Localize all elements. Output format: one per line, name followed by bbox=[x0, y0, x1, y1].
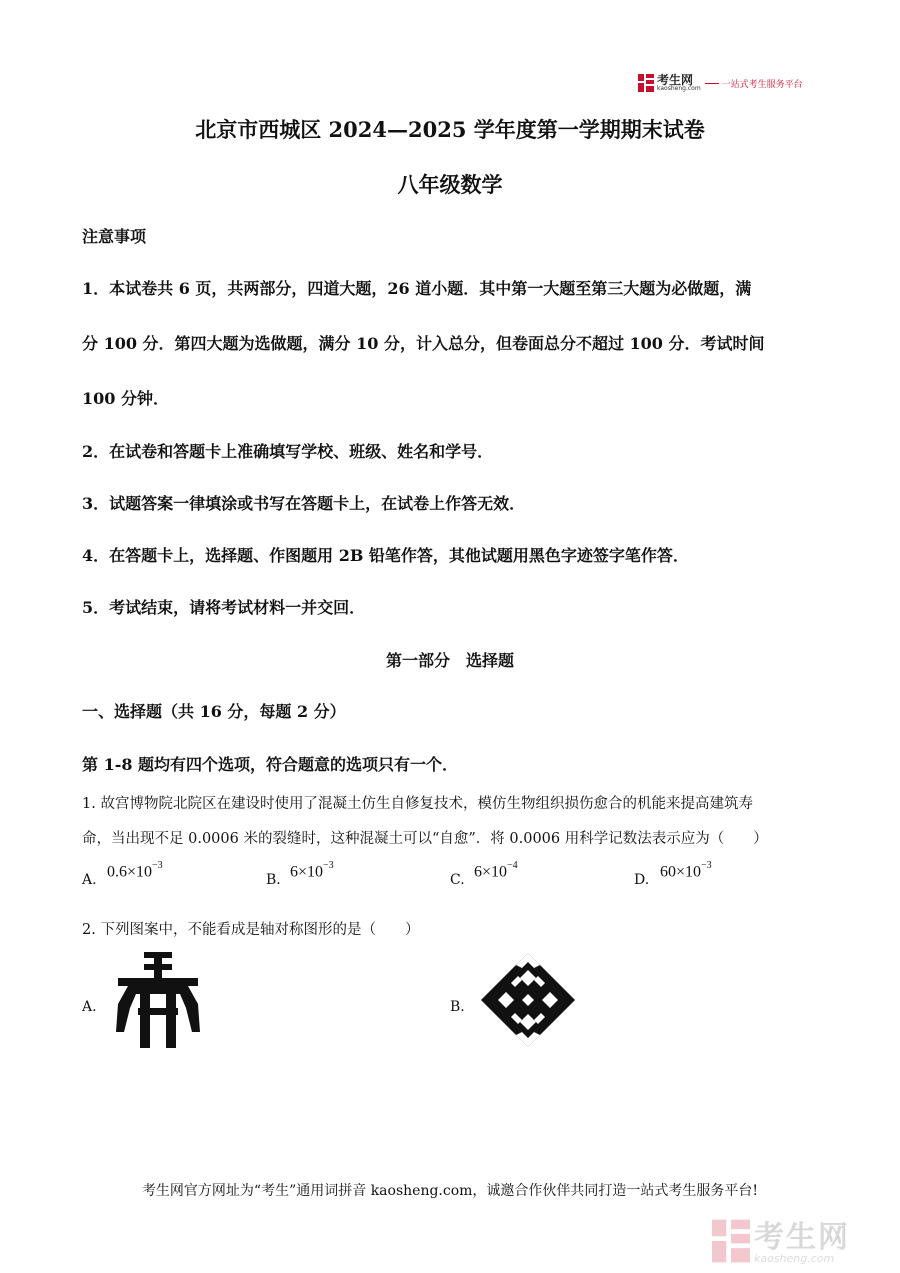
q2-option-a-label: A. bbox=[82, 999, 97, 1015]
q1-option-d-label: D. bbox=[634, 872, 650, 888]
watermark-domain: kaosheng.com bbox=[754, 1251, 835, 1265]
section-heading: 一、选择题（共 16 分，每题 2 分） bbox=[82, 702, 346, 721]
q2-option-a-figure-icon bbox=[114, 952, 202, 1054]
question-1-line: 命，当出现不足 0.0006 米的裂缝时，这种混凝土可以“自愈”．将 0.0006 用科学记数法表示应为（ ） bbox=[82, 831, 768, 847]
logo-slogan: 一站式考生服务平台 bbox=[721, 79, 803, 90]
q1-option-d-value: $60\times 10^{-3}$ bbox=[660, 860, 712, 881]
watermark bbox=[712, 1218, 850, 1268]
header-logo bbox=[638, 72, 803, 94]
kaosheng-logo-icon bbox=[638, 74, 654, 92]
notice-line: 分 100 分．第四大题为选做题，满分 10 分，计入总分，但卷面总分不超过 100 分．考试时间 bbox=[82, 334, 765, 353]
question-1-line: 1. 故宫博物院北院区在建设时使用了混凝土仿生自修复技术，模仿生物组织损伤愈合的机能来提高建筑寿 bbox=[82, 796, 753, 812]
notice-line: 2．在试卷和答题卡上准确填写学校、班级、姓名和学号． bbox=[82, 442, 494, 461]
watermark-text bbox=[754, 1219, 850, 1265]
logo-brand-domain: kaosheng.com bbox=[657, 85, 701, 92]
q1-option-a-label: A. bbox=[82, 872, 97, 888]
watermark-name: 考生网 bbox=[754, 1219, 850, 1255]
q1-option-c-label: C. bbox=[450, 872, 465, 888]
exam-subject: 八年级数学 bbox=[397, 172, 503, 197]
exam-title: 北京市西城区 2024—2025 学年度第一学期期末试卷 bbox=[195, 117, 705, 142]
logo-brand-name: 考生网 bbox=[657, 73, 694, 87]
notice-line: 4．在答题卡上，选择题、作图题用 2B 铅笔作答，其他试题用黑色字迹签字笔作答． bbox=[82, 546, 689, 565]
q2-option-b-figure-icon bbox=[478, 950, 578, 1054]
notice-line: 100 分钟． bbox=[82, 389, 169, 408]
section-instruction: 第 1-8 题均有四个选项，符合题意的选项只有一个． bbox=[82, 755, 459, 774]
q2-option-b-label: B. bbox=[450, 999, 465, 1015]
notice-line: 3．试题答案一律填涂或书写在答题卡上，在试卷上作答无效． bbox=[82, 494, 526, 513]
q1-option-a-value: $0.6\times 10^{-3}$ bbox=[107, 860, 163, 881]
part-heading: 第一部分 选择题 bbox=[385, 651, 514, 670]
logo-text bbox=[657, 74, 701, 92]
q1-option-b-value: $6\times 10^{-3}$ bbox=[290, 860, 334, 881]
watermark-logo-icon bbox=[712, 1218, 750, 1268]
logo-separator bbox=[705, 83, 719, 84]
notice-line: 1．本试卷共 6 页，共两部分，四道大题，26 道小题．其中第一大题至第三大题为必做题，满 bbox=[82, 279, 752, 298]
notice-line: 5．考试结束，请将考试材料一并交回． bbox=[82, 598, 366, 617]
question-2-stem: 2. 下列图案中，不能看成是轴对称图形的是（ ） bbox=[82, 922, 420, 938]
notice-heading: 注意事项 bbox=[82, 227, 147, 246]
footer-text: 考生网官方网址为“考生”通用词拼音 kaosheng.com，诚邀合作伙伴共同打造一站式考生服务平台! bbox=[141, 1183, 759, 1199]
q1-option-b-label: B. bbox=[266, 872, 281, 888]
q1-option-c-value: $6\times 10^{-4}$ bbox=[474, 860, 518, 881]
